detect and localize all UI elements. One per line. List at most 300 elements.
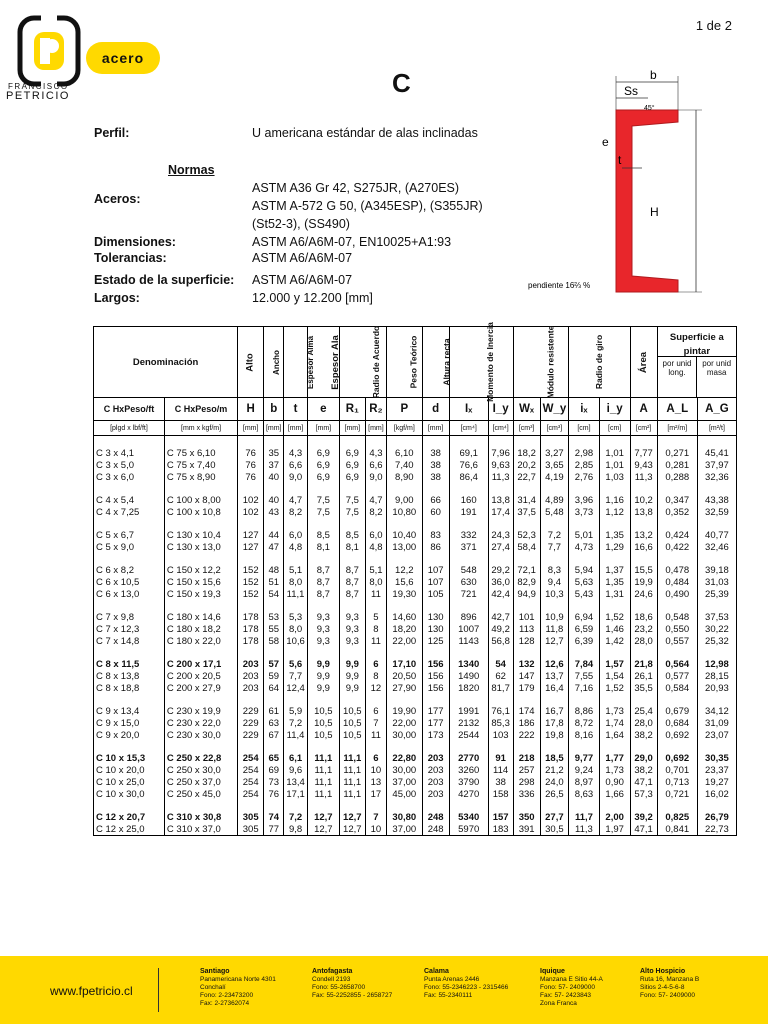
header-espesor-alma: Espesor Alma: [306, 335, 316, 389]
table-cell: 30,35: [697, 752, 736, 764]
table-cell: 0,701: [657, 764, 697, 776]
table-cell: 10,6: [284, 635, 308, 647]
table-cell: 4,89: [540, 494, 568, 506]
table-cell: 160: [449, 494, 488, 506]
table-cell: 16,6: [630, 541, 657, 553]
table-cell: 1,42: [599, 635, 630, 647]
table-cell: 39,18: [697, 564, 736, 576]
office-city: Antofagasta: [312, 968, 353, 975]
table-cell: 1007: [449, 623, 488, 635]
table-cell: 177: [422, 705, 449, 717]
label-pendiente: pendiente 16⅔ %: [528, 281, 591, 290]
table-cell: 2,00: [599, 811, 630, 823]
table-cell: 19,30: [387, 588, 422, 600]
table-cell: 9,9: [339, 670, 365, 682]
header-radio-acuerdo: Radio de Acuerdo: [371, 325, 382, 398]
table-cell: 35: [264, 447, 284, 459]
table-cell: 8,7: [339, 564, 365, 576]
table-cell: 76: [238, 459, 264, 471]
table-cell: 0,281: [657, 459, 697, 471]
table-cell: 2544: [449, 729, 488, 741]
table-cell: 6,9: [339, 447, 365, 459]
table-cell: 67: [264, 729, 284, 741]
table-cell: 13,2: [630, 529, 657, 541]
table-cell: 1,31: [599, 588, 630, 600]
table-cell: 81,7: [488, 682, 513, 694]
table-cell: 30,00: [387, 729, 422, 741]
header-denominacion: Denominación: [94, 327, 238, 398]
table-cell: C 130 x 10,4: [164, 529, 237, 541]
label-b: b: [650, 68, 657, 82]
table-cell: C 200 x 17,1: [164, 658, 237, 670]
table-cell: 7,96: [488, 447, 513, 459]
office-line: Manzana E Sitio 44-A: [540, 976, 603, 983]
table-cell: 0,713: [657, 776, 697, 788]
table-cell: 1490: [449, 670, 488, 682]
header-por-unid-long: por unid long.: [658, 357, 698, 397]
table-cell: 53: [264, 611, 284, 623]
table-cell: 17,10: [387, 658, 422, 670]
table-cell: 19,27: [697, 776, 736, 788]
table-cell: 203: [238, 658, 264, 670]
table-cell: 6: [365, 705, 386, 717]
table-cell: 5970: [449, 823, 488, 836]
table-cell: 11,4: [284, 729, 308, 741]
table-cell: 127: [238, 529, 264, 541]
estado-label: Estado de la superficie:: [94, 273, 235, 287]
office-line: Panamericana Norte 4301: [200, 976, 276, 983]
header-espesor-ala: Espesor Ala: [329, 334, 341, 390]
table-cell: 203: [238, 670, 264, 682]
office-city: Alto Hospicio: [640, 968, 686, 975]
table-cell: 3,73: [569, 506, 600, 518]
table-cell: 18,5: [540, 752, 568, 764]
table-cell: 8,63: [569, 788, 600, 800]
table-cell: 222: [513, 729, 540, 741]
table-cell: 179: [513, 682, 540, 694]
table-cell: 0,352: [657, 506, 697, 518]
table-cell: 5340: [449, 811, 488, 823]
table-cell: 9,24: [569, 764, 600, 776]
table-cell: 61: [264, 705, 284, 717]
table-cell: 12: [365, 682, 386, 694]
table-cell: 47: [264, 541, 284, 553]
table-row: [94, 506, 737, 518]
table-cell: 15,5: [630, 564, 657, 576]
table-cell: 8,7: [307, 564, 339, 576]
table-cell: 1,57: [599, 658, 630, 670]
table-cell: 7,5: [307, 506, 339, 518]
table-cell: 0,422: [657, 541, 697, 553]
table-cell: 10,5: [307, 717, 339, 729]
table-cell: 183: [488, 823, 513, 836]
table-cell: 62: [488, 670, 513, 682]
unit-col-2: [mm]: [238, 421, 264, 436]
table-cell: 8: [365, 670, 386, 682]
table-cell: 1,73: [599, 705, 630, 717]
table-cell: 0,679: [657, 705, 697, 717]
table-row: [94, 658, 737, 670]
table-cell: 15,6: [387, 576, 422, 588]
largos-label: Largos:: [94, 291, 140, 305]
table-cell: 21,8: [630, 658, 657, 670]
table-cell: 10,5: [307, 729, 339, 741]
symbol-col-8: P: [387, 398, 422, 421]
table-cell: 721: [449, 588, 488, 600]
table-cell: 6,0: [284, 529, 308, 541]
table-cell: 8,5: [339, 529, 365, 541]
table-cell: C 250 x 37,0: [164, 776, 237, 788]
table-cell: 1,03: [599, 471, 630, 483]
table-cell: 156: [422, 682, 449, 694]
table-cell: 11,3: [488, 471, 513, 483]
table-row: [94, 564, 737, 576]
symbol-col-10: Iₓ: [449, 398, 488, 421]
table-cell: 23,07: [697, 729, 736, 741]
table-cell: 59: [264, 670, 284, 682]
table-cell: C 12 x 25,0: [94, 823, 165, 836]
unit-col-12: [cm³]: [513, 421, 540, 436]
table-cell: 32,46: [697, 541, 736, 553]
footer: [0, 956, 768, 1024]
table-cell: 17,1: [284, 788, 308, 800]
table-cell: 0,584: [657, 682, 697, 694]
table-cell: 31,09: [697, 717, 736, 729]
label-45: 45°: [644, 105, 655, 112]
table-cell: 10,3: [540, 588, 568, 600]
table-row: [94, 471, 737, 483]
unit-col-4: [mm]: [284, 421, 308, 436]
table-cell: C 180 x 18,2: [164, 623, 237, 635]
table-cell: 5,94: [569, 564, 600, 576]
table-cell: 102: [238, 494, 264, 506]
table-cell: 7: [365, 811, 386, 823]
table-cell: 0,347: [657, 494, 697, 506]
table-cell: 10,40: [387, 529, 422, 541]
table-cell: 30,80: [387, 811, 422, 823]
table-cell: 114: [488, 764, 513, 776]
table-cell: 76: [264, 788, 284, 800]
table-cell: 5,9: [284, 705, 308, 717]
table-row: [94, 576, 737, 588]
table-cell: 24,6: [630, 588, 657, 600]
table-cell: 1,01: [599, 447, 630, 459]
table-cell: 1,97: [599, 823, 630, 836]
table-cell: 0,684: [657, 717, 697, 729]
table-cell: 6,6: [365, 459, 386, 471]
table-cell: 8,7: [307, 588, 339, 600]
table-cell: 7,2: [284, 717, 308, 729]
table-cell: 0,90: [599, 776, 630, 788]
table-cell: 9,43: [630, 459, 657, 471]
table-cell: 54: [488, 658, 513, 670]
table-cell: 25,4: [630, 705, 657, 717]
table-cell: 203: [422, 752, 449, 764]
table-cell: 128: [513, 635, 540, 647]
table-cell: 1,12: [599, 506, 630, 518]
office-line: Fono: 55-2346223 - 2315466: [424, 984, 509, 991]
table-cell: 32,59: [697, 506, 736, 518]
table-cell: C 75 x 8,90: [164, 471, 237, 483]
table-cell: 12,7: [339, 811, 365, 823]
table-cell: 305: [238, 823, 264, 836]
office-line: Punta Arenas 2446: [424, 976, 480, 983]
table-cell: 332: [449, 529, 488, 541]
table-cell: 1,64: [599, 729, 630, 741]
table-cell: 83: [422, 529, 449, 541]
table-row: [94, 635, 737, 647]
table-cell: 0,692: [657, 729, 697, 741]
table-cell: 23,2: [630, 623, 657, 635]
table-row: [94, 459, 737, 471]
office-line: Ruta 16, Manzana B: [640, 976, 700, 983]
table-cell: 38: [422, 447, 449, 459]
table-cell: 11,1: [339, 752, 365, 764]
tolerancias-value: ASTM A6/A6M-07: [252, 251, 353, 265]
table-cell: 8,90: [387, 471, 422, 483]
table-cell: 1,35: [599, 576, 630, 588]
table-cell: 9,63: [488, 459, 513, 471]
table-cell: C 10 x 20,0: [94, 764, 165, 776]
table-cell: 229: [238, 717, 264, 729]
group-spacer: [94, 483, 737, 494]
unit-col-7: [mm]: [365, 421, 386, 436]
table-cell: 12,7: [339, 823, 365, 836]
table-cell: 9,9: [339, 658, 365, 670]
table-cell: C 9 x 15,0: [94, 717, 165, 729]
table-cell: 39,2: [630, 811, 657, 823]
table-cell: 23,37: [697, 764, 736, 776]
table-cell: 257: [513, 764, 540, 776]
table-cell: 38: [488, 776, 513, 788]
table-cell: 48: [264, 564, 284, 576]
table-cell: 91: [488, 752, 513, 764]
table-cell: 13,7: [540, 670, 568, 682]
table-row: [94, 541, 737, 553]
table-cell: 7,7: [284, 670, 308, 682]
table-cell: 6,9: [339, 459, 365, 471]
table-cell: 13,00: [387, 541, 422, 553]
group-spacer: [94, 553, 737, 564]
group-spacer: [94, 518, 737, 529]
unit-col-6: [mm]: [339, 421, 365, 436]
symbol-col-2: H: [238, 398, 264, 421]
table-cell: 6,9: [307, 471, 339, 483]
table-cell: 34,12: [697, 705, 736, 717]
table-cell: C 3 x 5,0: [94, 459, 165, 471]
footer-divider: [158, 968, 159, 1012]
table-cell: 9,00: [387, 494, 422, 506]
table-cell: 0,271: [657, 447, 697, 459]
table-cell: 11,1: [307, 788, 339, 800]
label-t: t: [618, 153, 622, 167]
table-row: [94, 788, 737, 800]
table-cell: 7,55: [569, 670, 600, 682]
group-spacer: [94, 436, 737, 448]
table-cell: 105: [422, 588, 449, 600]
table-cell: 107: [422, 576, 449, 588]
table-cell: C 6 x 10,5: [94, 576, 165, 588]
table-cell: 22,80: [387, 752, 422, 764]
table-cell: 37,53: [697, 611, 736, 623]
table-cell: 13,8: [630, 506, 657, 518]
website-link[interactable]: www.fpetricio.cl: [50, 984, 133, 998]
table-cell: 16,7: [540, 705, 568, 717]
table-cell: 58,4: [513, 541, 540, 553]
table-cell: 8,1: [307, 541, 339, 553]
table-cell: 27,90: [387, 682, 422, 694]
symbol-col-4: t: [284, 398, 308, 421]
table-cell: 13,8: [488, 494, 513, 506]
table-cell: 10,2: [630, 494, 657, 506]
table-cell: 203: [238, 682, 264, 694]
table-cell: 77: [264, 823, 284, 836]
c-profile-shape: [616, 110, 678, 292]
table-cell: C 130 x 13,0: [164, 541, 237, 553]
office-line: Conchalí: [200, 984, 226, 991]
table-cell: 18,2: [513, 447, 540, 459]
unit-col-3: [mm]: [264, 421, 284, 436]
table-cell: 11,3: [630, 471, 657, 483]
table-row: [94, 494, 737, 506]
office-city: Santiago: [200, 968, 230, 975]
table-cell: 30,00: [387, 764, 422, 776]
table-cell: 305: [238, 811, 264, 823]
aceros-value-2: ASTM A-572 G 50, (A345ESP), (S355JR): [252, 199, 483, 213]
symbol-col-5: e: [307, 398, 339, 421]
table-cell: 56,8: [488, 635, 513, 647]
table-cell: C 7 x 14,8: [94, 635, 165, 647]
table-cell: 254: [238, 788, 264, 800]
table-cell: 1340: [449, 658, 488, 670]
table-cell: 45,00: [387, 788, 422, 800]
table-cell: 30,22: [697, 623, 736, 635]
table-cell: 152: [238, 564, 264, 576]
table-cell: C 100 x 8,00: [164, 494, 237, 506]
table-cell: 9,3: [339, 635, 365, 647]
unit-col-8: [kgf/m]: [387, 421, 422, 436]
table-cell: 38,2: [630, 729, 657, 741]
table-cell: 8,0: [365, 576, 386, 588]
table-cell: 6: [365, 752, 386, 764]
table-cell: 178: [238, 623, 264, 635]
table-cell: 630: [449, 576, 488, 588]
table-cell: 0,577: [657, 670, 697, 682]
table-row: [94, 811, 737, 823]
table-cell: 7,16: [569, 682, 600, 694]
table-cell: 5,6: [284, 658, 308, 670]
table-row: [94, 776, 737, 788]
table-cell: 8,72: [569, 717, 600, 729]
table-cell: 57: [264, 658, 284, 670]
table-cell: 177: [422, 717, 449, 729]
table-cell: C 8 x 18,8: [94, 682, 165, 694]
table-cell: 113: [513, 623, 540, 635]
brand-line2: PETRICIO: [6, 90, 70, 102]
table-cell: 21,2: [540, 764, 568, 776]
table-cell: 107: [422, 564, 449, 576]
table-cell: 2,76: [569, 471, 600, 483]
table-row: [94, 447, 737, 459]
header-radio-giro: Radio de giro: [594, 334, 605, 389]
unit-col-15: [cm]: [599, 421, 630, 436]
table-cell: 11,1: [284, 588, 308, 600]
table-cell: 1,37: [599, 564, 630, 576]
header-ancho: Ancho: [272, 349, 282, 375]
table-cell: 14,60: [387, 611, 422, 623]
table-cell: 10,9: [540, 611, 568, 623]
table-cell: 19,8: [540, 729, 568, 741]
table-cell: 186: [513, 717, 540, 729]
table-cell: 1,54: [599, 670, 630, 682]
unit-col-11: [cm⁴]: [488, 421, 513, 436]
symbol-col-17: A_L: [657, 398, 697, 421]
table-cell: 1,66: [599, 788, 630, 800]
table-cell: 45,41: [697, 447, 736, 459]
table-cell: 13,4: [284, 776, 308, 788]
brand-line1: FRANCISCO: [8, 82, 69, 91]
table-cell: 4270: [449, 788, 488, 800]
table-cell: 7: [365, 717, 386, 729]
table-cell: 43: [264, 506, 284, 518]
unit-col-10: [cm⁴]: [449, 421, 488, 436]
largos-value: 12.000 y 12.200 [mm]: [252, 291, 373, 305]
header-altura-recta: Altura recta: [441, 337, 452, 386]
table-cell: 38,2: [630, 764, 657, 776]
table-cell: 17: [365, 788, 386, 800]
table-cell: 11: [365, 635, 386, 647]
table-cell: 69: [264, 764, 284, 776]
table-cell: 8,2: [284, 506, 308, 518]
table-cell: 0,721: [657, 788, 697, 800]
table-cell: 9,9: [307, 658, 339, 670]
unit-col-9: [mm]: [422, 421, 449, 436]
table-cell: 101: [513, 611, 540, 623]
table-cell: 6,6: [284, 459, 308, 471]
aceros-value-1: ASTM A36 Gr 42, S275JR, (A270ES): [252, 181, 460, 195]
table-cell: 26,79: [697, 811, 736, 823]
table-cell: 16,4: [540, 682, 568, 694]
table-row: [94, 529, 737, 541]
office-line: Fono: 2-23473200: [200, 992, 254, 999]
table-cell: 22,00: [387, 717, 422, 729]
symbol-col-15: i_y: [599, 398, 630, 421]
table-cell: 336: [513, 788, 540, 800]
table-cell: C 3 x 4,1: [94, 447, 165, 459]
table-cell: C 250 x 45,0: [164, 788, 237, 800]
table-cell: 9,6: [284, 764, 308, 776]
table-cell: 37,00: [387, 823, 422, 836]
table-cell: 65: [264, 752, 284, 764]
table-cell: 5,1: [365, 564, 386, 576]
symbol-col-16: A: [630, 398, 657, 421]
table-cell: C 180 x 14,6: [164, 611, 237, 623]
table-cell: 25,39: [697, 588, 736, 600]
label-h: H: [650, 205, 659, 219]
table-cell: 86: [422, 541, 449, 553]
unit-col-5: [mm]: [307, 421, 339, 436]
table-cell: 24,0: [540, 776, 568, 788]
table-cell: 7,77: [630, 447, 657, 459]
table-cell: 10: [365, 823, 386, 836]
table-cell: 102: [238, 506, 264, 518]
table-cell: C 310 x 37,0: [164, 823, 237, 836]
perfil-value: U americana estándar de alas inclinadas: [252, 126, 478, 140]
table-cell: 12,7: [540, 635, 568, 647]
table-cell: 11,1: [307, 776, 339, 788]
table-cell: 63: [264, 717, 284, 729]
table-cell: 2132: [449, 717, 488, 729]
